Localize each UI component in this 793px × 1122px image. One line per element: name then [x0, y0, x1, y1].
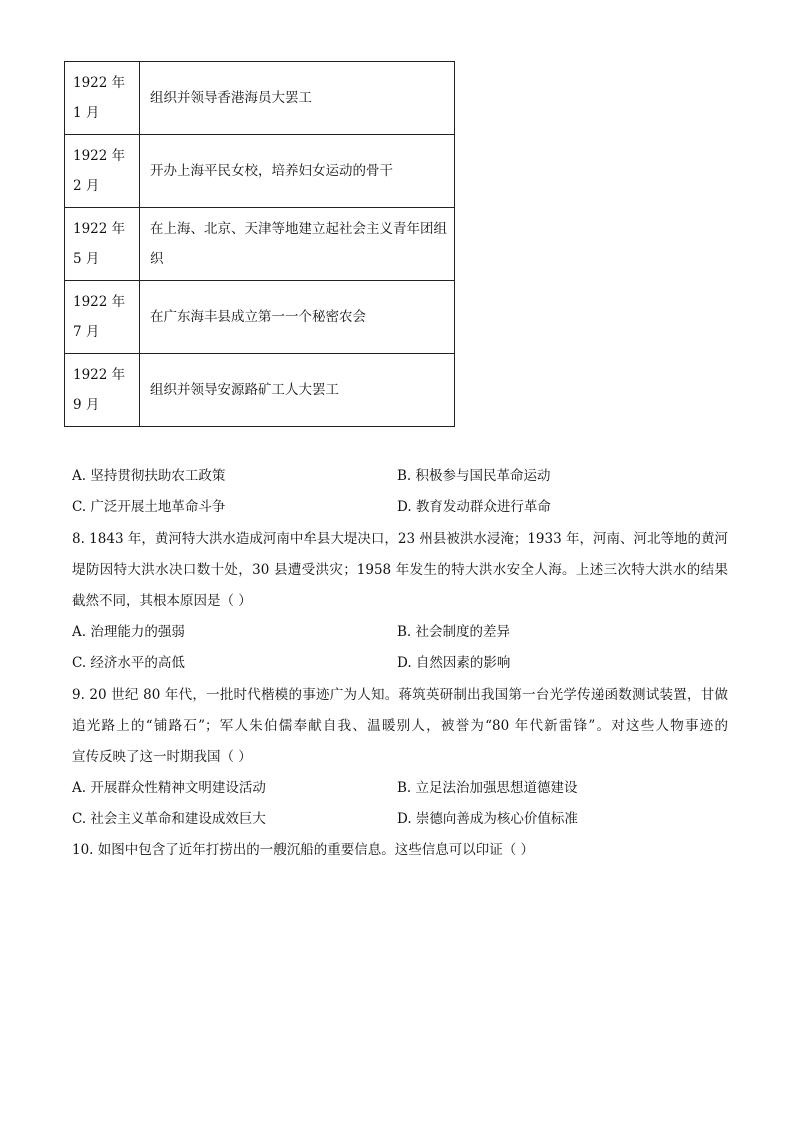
event-date: 1922 年 1 月 [65, 62, 140, 135]
event-description: 开办上海平民女校，培养妇女运动的骨干 [140, 135, 455, 208]
q8-option-c: C. 经济水平的高低 [72, 655, 185, 671]
table-row [65, 135, 455, 208]
events-table [64, 61, 455, 427]
event-description: 在上海、北京、天津等地建立起社会主义青年团组织 [140, 208, 455, 281]
q9-option-c: C. 社会主义革命和建设成效巨大 [72, 811, 266, 827]
q10-stem-line-1: 10. 如图中包含了近年打捞出的一艘沉船的重要信息。这些信息可以印证（ ） [72, 842, 535, 858]
q9-option-a: A. 开展群众性精神文明建设活动 [72, 780, 266, 796]
q7-option-d: D. 教育发动群众进行革命 [397, 499, 551, 515]
events-table-body [65, 62, 455, 427]
event-date: 1922 年 5 月 [65, 208, 140, 281]
table-row [65, 281, 455, 354]
q9-stem-line-3: 宣传反映了这一时期我国（ ） [72, 749, 252, 765]
event-date: 1922 年 2 月 [65, 135, 140, 208]
table-row [65, 354, 455, 427]
q8-stem-line-2: 堤防因特大洪水决口数十处，30 县遭受洪灾；1958 年发生的特大洪水安全人海。上述三次特大洪水的结果 [72, 562, 728, 578]
q9-stem-line-1: 9. 20 世纪 80 年代，一批时代楷模的事迹广为人知。蒋筑英研制出我国第一台光学传递函数测试装置，甘做 [72, 687, 728, 703]
q9-stem-line-2: 追光路上的“铺路石”；军人朱伯儒奉献自我、温暖别人，被誉为“80 年代新雷锋”。对这些人物事迹的 [72, 718, 728, 734]
event-description: 在广东海丰县成立第一一个秘密农会 [140, 281, 455, 354]
q8-option-b: B. 社会制度的差异 [397, 624, 511, 640]
event-description: 组织并领导安源路矿工人大罢工 [140, 354, 455, 427]
q7-option-b: B. 积极参与国民革命运动 [397, 468, 551, 484]
q8-option-a: A. 治理能力的强弱 [72, 624, 185, 640]
table-row [65, 62, 455, 135]
q8-stem-line-1: 8. 1843 年，黄河特大洪水造成河南中牟县大堤决口，23 州县被洪水浸淹；1933 年，河南、河北等地的黄河 [72, 531, 728, 547]
q9-option-d: D. 崇德向善成为核心价值标准 [397, 811, 578, 827]
event-description: 组织并领导香港海员大罢工 [140, 62, 455, 135]
event-date: 1922 年 9 月 [65, 354, 140, 427]
q7-option-c: C. 广泛开展土地革命斗争 [72, 499, 226, 515]
q8-stem-line-3: 截然不同，其根本原因是（ ） [72, 593, 252, 609]
q9-option-b: B. 立足法治加强思想道德建设 [397, 780, 578, 796]
q7-option-a: A. 坚持贯彻扶助农工政策 [72, 468, 226, 484]
table-row [65, 208, 455, 281]
q8-option-d: D. 自然因素的影响 [397, 655, 511, 671]
event-date: 1922 年 7 月 [65, 281, 140, 354]
